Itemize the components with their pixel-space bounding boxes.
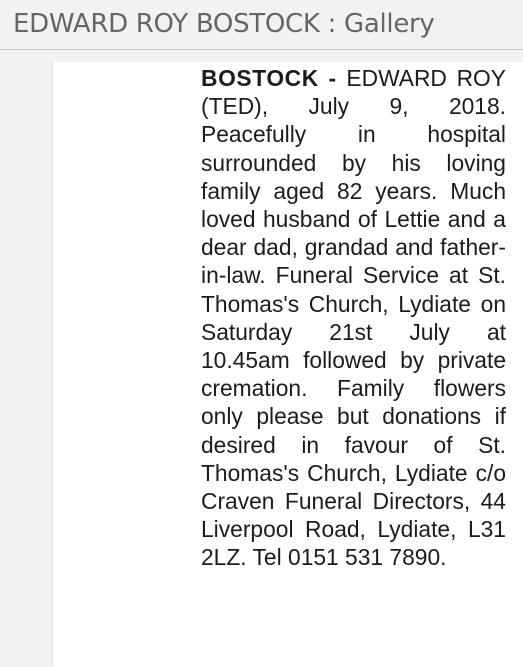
- notice-surname: BOSTOCK: [201, 65, 319, 91]
- title-divider: [0, 49, 523, 50]
- obituary-notice: [201, 64, 506, 572]
- title-bar: [0, 0, 523, 50]
- notice-body: EDWARD ROY (TED), July 9, 2018. Peacefully in hospital surrounded by his loving family aged 82 years. Much loved husband of Lettie and a dear dad, grandad and father-in-law. Funeral Service at St. Thomas's Church, Lydiate on Saturday 21st July at 10.45am followed by private cremation. Family flowers only please but donations if desired in favour of St. Thomas's Church, Lydiate c/o Craven Funeral Directors, 44 Liverpool Road, Lydiate, L31 2LZ. Tel 0151 531 7890.: [201, 65, 506, 571]
- notice-separator: -: [328, 65, 337, 91]
- page-title: EDWARD ROY BOSTOCK : Gallery: [13, 9, 435, 39]
